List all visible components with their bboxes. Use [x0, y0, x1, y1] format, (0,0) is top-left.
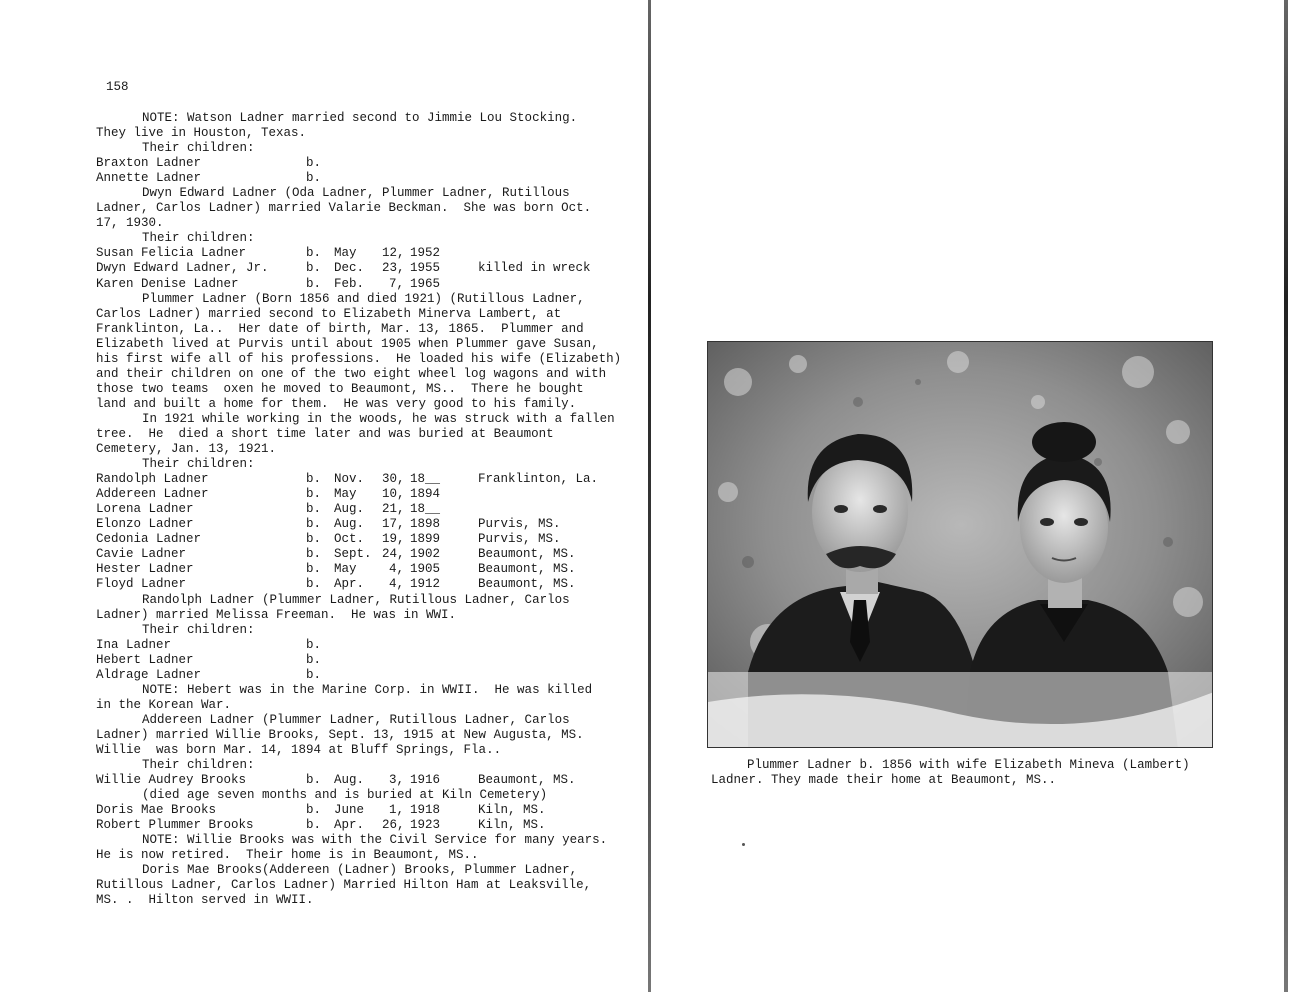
book-gutter: [648, 0, 651, 992]
child-name: Floyd Ladner: [96, 577, 187, 592]
child-record: [96, 517, 626, 532]
text-line: NOTE: Hebert was in the Marine Corp. in WWII. He was killed: [142, 682, 593, 697]
text-line: Their children:: [142, 457, 255, 472]
birth-year: 1902: [410, 547, 441, 562]
text-line: Their children:: [142, 231, 255, 246]
portrait-photo: [707, 341, 1213, 748]
birth-month: [334, 156, 382, 171]
child-record: [96, 487, 626, 502]
birth-year: [404, 638, 464, 653]
child-record: [96, 562, 626, 577]
born-marker: b.: [306, 171, 322, 186]
text-line: Their children:: [142, 758, 255, 773]
birth-year: [404, 653, 464, 668]
child-name: Robert Plummer Brooks: [96, 818, 254, 833]
text-line: Their children:: [142, 141, 255, 156]
text-line: 17, 1930.: [96, 216, 164, 231]
birth-note: Beaumont, MS.: [478, 562, 576, 577]
child-name: Karen Denise Ladner: [96, 276, 239, 291]
child-record: [96, 246, 626, 261]
text-line: Elizabeth lived at Purvis until about 1905 when Plummer gave Susan,: [96, 336, 599, 351]
birth-note: Kiln, MS.: [478, 818, 546, 833]
birth-note: [464, 246, 478, 261]
birth-day: [382, 668, 404, 683]
caption-line-2: Ladner. They made their home at Beaumont, MS..: [711, 773, 1057, 788]
text-line: Their children:: [142, 622, 255, 637]
text-line: He is now retired. Their home is in Beaumont, MS..: [96, 848, 479, 863]
birth-month: Apr.: [334, 818, 365, 833]
born-marker: b.: [306, 652, 322, 667]
birth-day: 4,: [388, 562, 404, 577]
child-name: Addereen Ladner: [96, 487, 209, 502]
birth-day: 26,: [382, 818, 405, 833]
child-record: [96, 577, 626, 592]
photo-caption: [711, 758, 1211, 788]
page-number: 158: [106, 80, 129, 94]
text-line: in the Korean War.: [96, 697, 232, 712]
birth-day: 24,: [382, 547, 405, 562]
caption-line-1: Plummer Ladner b. 1856 with wife Elizabeth Mineva (Lambert): [747, 758, 1190, 772]
text-line: (died age seven months and is buried at Kiln Cemetery): [142, 788, 548, 803]
birth-year: 1918: [410, 803, 441, 818]
birth-year: 1965: [410, 276, 441, 291]
child-record: [96, 773, 626, 788]
child-record: [96, 171, 626, 186]
text-line: Dwyn Edward Ladner (Oda Ladner, Plummer Ladner, Rutillous: [142, 186, 570, 201]
child-record: [96, 261, 626, 276]
born-marker: b.: [306, 637, 322, 652]
child-name: Ina Ladner: [96, 637, 172, 652]
child-record: [96, 818, 626, 833]
child-record: [96, 156, 626, 171]
birth-note: Purvis, MS.: [478, 517, 561, 532]
birth-note: [464, 487, 478, 502]
birth-day: 17,: [382, 517, 405, 532]
birth-year: 18__: [410, 472, 441, 487]
child-name: Elonzo Ladner: [96, 517, 194, 532]
birth-month: Aug.: [334, 517, 365, 532]
child-name: Doris Mae Brooks: [96, 803, 217, 818]
birth-month: [334, 653, 382, 668]
child-name: Hester Ladner: [96, 562, 194, 577]
birth-month: Aug.: [334, 773, 365, 788]
text-line: Willie was born Mar. 14, 1894 at Bluff Springs, Fla..: [96, 742, 502, 757]
child-record: [96, 532, 626, 547]
birth-note: [464, 668, 478, 683]
birth-note: [464, 156, 478, 171]
child-name: Dwyn Edward Ladner, Jr.: [96, 261, 269, 276]
birth-year: 1955: [410, 261, 441, 276]
birth-month: Aug.: [334, 502, 365, 517]
birth-year: 18__: [410, 502, 441, 517]
born-marker: b.: [306, 562, 322, 577]
born-marker: b.: [306, 261, 322, 276]
child-record: [96, 653, 626, 668]
child-name: Cedonia Ladner: [96, 532, 202, 547]
birth-month: Oct.: [334, 532, 365, 547]
text-line: and their children on one of the two eight wheel log wagons and with: [96, 366, 607, 381]
text-line: land and built a home for them. He was very good to his family.: [96, 396, 577, 411]
born-marker: b.: [306, 667, 322, 682]
born-marker: b.: [306, 156, 322, 171]
birth-note: Beaumont, MS.: [478, 773, 576, 788]
birth-month: Feb.: [334, 276, 365, 291]
child-name: Cavie Ladner: [96, 547, 187, 562]
child-name: Lorena Ladner: [96, 502, 194, 517]
birth-note: Franklinton, La.: [478, 472, 599, 487]
birth-day: [382, 171, 404, 186]
birth-month: May: [334, 487, 357, 502]
birth-year: 1894: [410, 487, 441, 502]
birth-day: 3,: [388, 773, 404, 788]
born-marker: b.: [306, 276, 322, 291]
birth-year: 1899: [410, 532, 441, 547]
birth-month: May: [334, 562, 357, 577]
born-marker: b.: [306, 773, 322, 788]
text-line: In 1921 while working in the woods, he was struck with a fallen: [142, 411, 615, 426]
child-record: [96, 502, 626, 517]
child-record: [96, 277, 626, 292]
birth-year: [404, 156, 464, 171]
page-edge: [1284, 0, 1288, 992]
born-marker: b.: [306, 472, 322, 487]
child-name: Hebert Ladner: [96, 652, 194, 667]
born-marker: b.: [306, 502, 322, 517]
text-line: NOTE: Willie Brooks was with the Civil Service for many years.: [142, 833, 608, 848]
birth-note: killed in wreck: [478, 261, 591, 276]
birth-day: 30,: [382, 472, 405, 487]
text-line: Addereen Ladner (Plummer Ladner, Rutillous Ladner, Carlos: [142, 712, 570, 727]
birth-note: [464, 171, 478, 186]
text-line: Plummer Ladner (Born 1856 and died 1921) (Rutillous Ladner,: [142, 291, 585, 306]
born-marker: b.: [306, 803, 322, 818]
birth-note: Beaumont, MS.: [478, 547, 576, 562]
child-name: Annette Ladner: [96, 171, 202, 186]
birth-note: [464, 638, 478, 653]
birth-month: June: [334, 803, 365, 818]
child-name: Susan Felicia Ladner: [96, 246, 247, 261]
birth-day: [382, 653, 404, 668]
text-line: Cemetery, Jan. 13, 1921.: [96, 442, 277, 457]
born-marker: b.: [306, 532, 322, 547]
child-name: Aldrage Ladner: [96, 667, 202, 682]
child-name: Braxton Ladner: [96, 156, 202, 171]
text-line: NOTE: Watson Ladner married second to Jimmie Lou Stocking.: [142, 111, 578, 125]
birth-year: 1952: [410, 246, 441, 261]
child-record: [96, 547, 626, 562]
born-marker: b.: [306, 547, 322, 562]
text-line: Ladner) married Willie Brooks, Sept. 13, 1915 at New Augusta, MS.: [96, 727, 584, 742]
birth-day: 4,: [388, 577, 404, 592]
birth-year: 1905: [410, 562, 441, 577]
born-marker: b.: [306, 246, 322, 261]
birth-year: 1923: [410, 818, 441, 833]
birth-month: [334, 668, 382, 683]
scan-speck: [742, 843, 745, 846]
text-line: MS. . Hilton served in WWII.: [96, 893, 314, 908]
birth-month: Sept.: [334, 547, 372, 562]
birth-month: Apr.: [334, 577, 365, 592]
birth-note: Beaumont, MS.: [478, 577, 576, 592]
child-record: [96, 472, 626, 487]
child-record: [96, 668, 626, 683]
birth-year: 1916: [410, 773, 441, 788]
text-line: Ladner) married Melissa Freeman. He was in WWI.: [96, 607, 457, 622]
birth-year: 1898: [410, 517, 441, 532]
birth-day: 21,: [382, 502, 405, 517]
text-line: Ladner, Carlos Ladner) married Valarie Beckman. She was born Oct.: [96, 201, 592, 216]
birth-note: [464, 502, 478, 517]
birth-day: 7,: [388, 276, 404, 291]
text-line: Carlos Ladner) married second to Elizabeth Minerva Lambert, at: [96, 306, 562, 321]
text-line: They live in Houston, Texas.: [96, 126, 307, 141]
text-line: Doris Mae Brooks(Addereen (Ladner) Brooks, Plummer Ladner,: [142, 863, 578, 878]
birth-note: Kiln, MS.: [478, 803, 546, 818]
text-line: those two teams oxen he moved to Beaumont, MS.. There he bought: [96, 381, 584, 396]
text-line: his first wife all of his professions. He loaded his wife (Elizabeth): [96, 351, 622, 366]
birth-month: [334, 638, 382, 653]
text-line: Franklinton, La.. Her date of birth, Mar. 13, 1865. Plummer and: [96, 321, 584, 336]
child-record: [96, 803, 626, 818]
child-name: Willie Audrey Brooks: [96, 773, 247, 788]
birth-day: 12,: [382, 246, 405, 261]
birth-month: May: [334, 246, 357, 261]
birth-day: 23,: [382, 261, 405, 276]
born-marker: b.: [306, 487, 322, 502]
birth-day: 10,: [382, 487, 405, 502]
born-marker: b.: [306, 517, 322, 532]
birth-note: [464, 653, 478, 668]
born-marker: b.: [306, 577, 322, 592]
child-name: Randolph Ladner: [96, 472, 209, 487]
text-line: Randolph Ladner (Plummer Ladner, Rutillous Ladner, Carlos: [142, 592, 570, 607]
birth-note: [464, 277, 478, 292]
birth-year: [404, 668, 464, 683]
birth-year: 1912: [410, 577, 441, 592]
birth-year: [404, 171, 464, 186]
birth-day: 19,: [382, 532, 405, 547]
child-record: [96, 638, 626, 653]
text-line: Rutillous Ladner, Carlos Ladner) Married Hilton Ham at Leaksville,: [96, 878, 592, 893]
genealogy-text: [96, 111, 626, 908]
birth-day: [382, 638, 404, 653]
birth-month: Dec.: [334, 261, 365, 276]
birth-day: 1,: [388, 803, 404, 818]
birth-month: Nov.: [334, 472, 365, 487]
born-marker: b.: [306, 818, 322, 833]
birth-day: [382, 156, 404, 171]
text-line: tree. He died a short time later and was buried at Beaumont: [96, 426, 554, 441]
birth-note: Purvis, MS.: [478, 532, 561, 547]
birth-month: [334, 171, 382, 186]
